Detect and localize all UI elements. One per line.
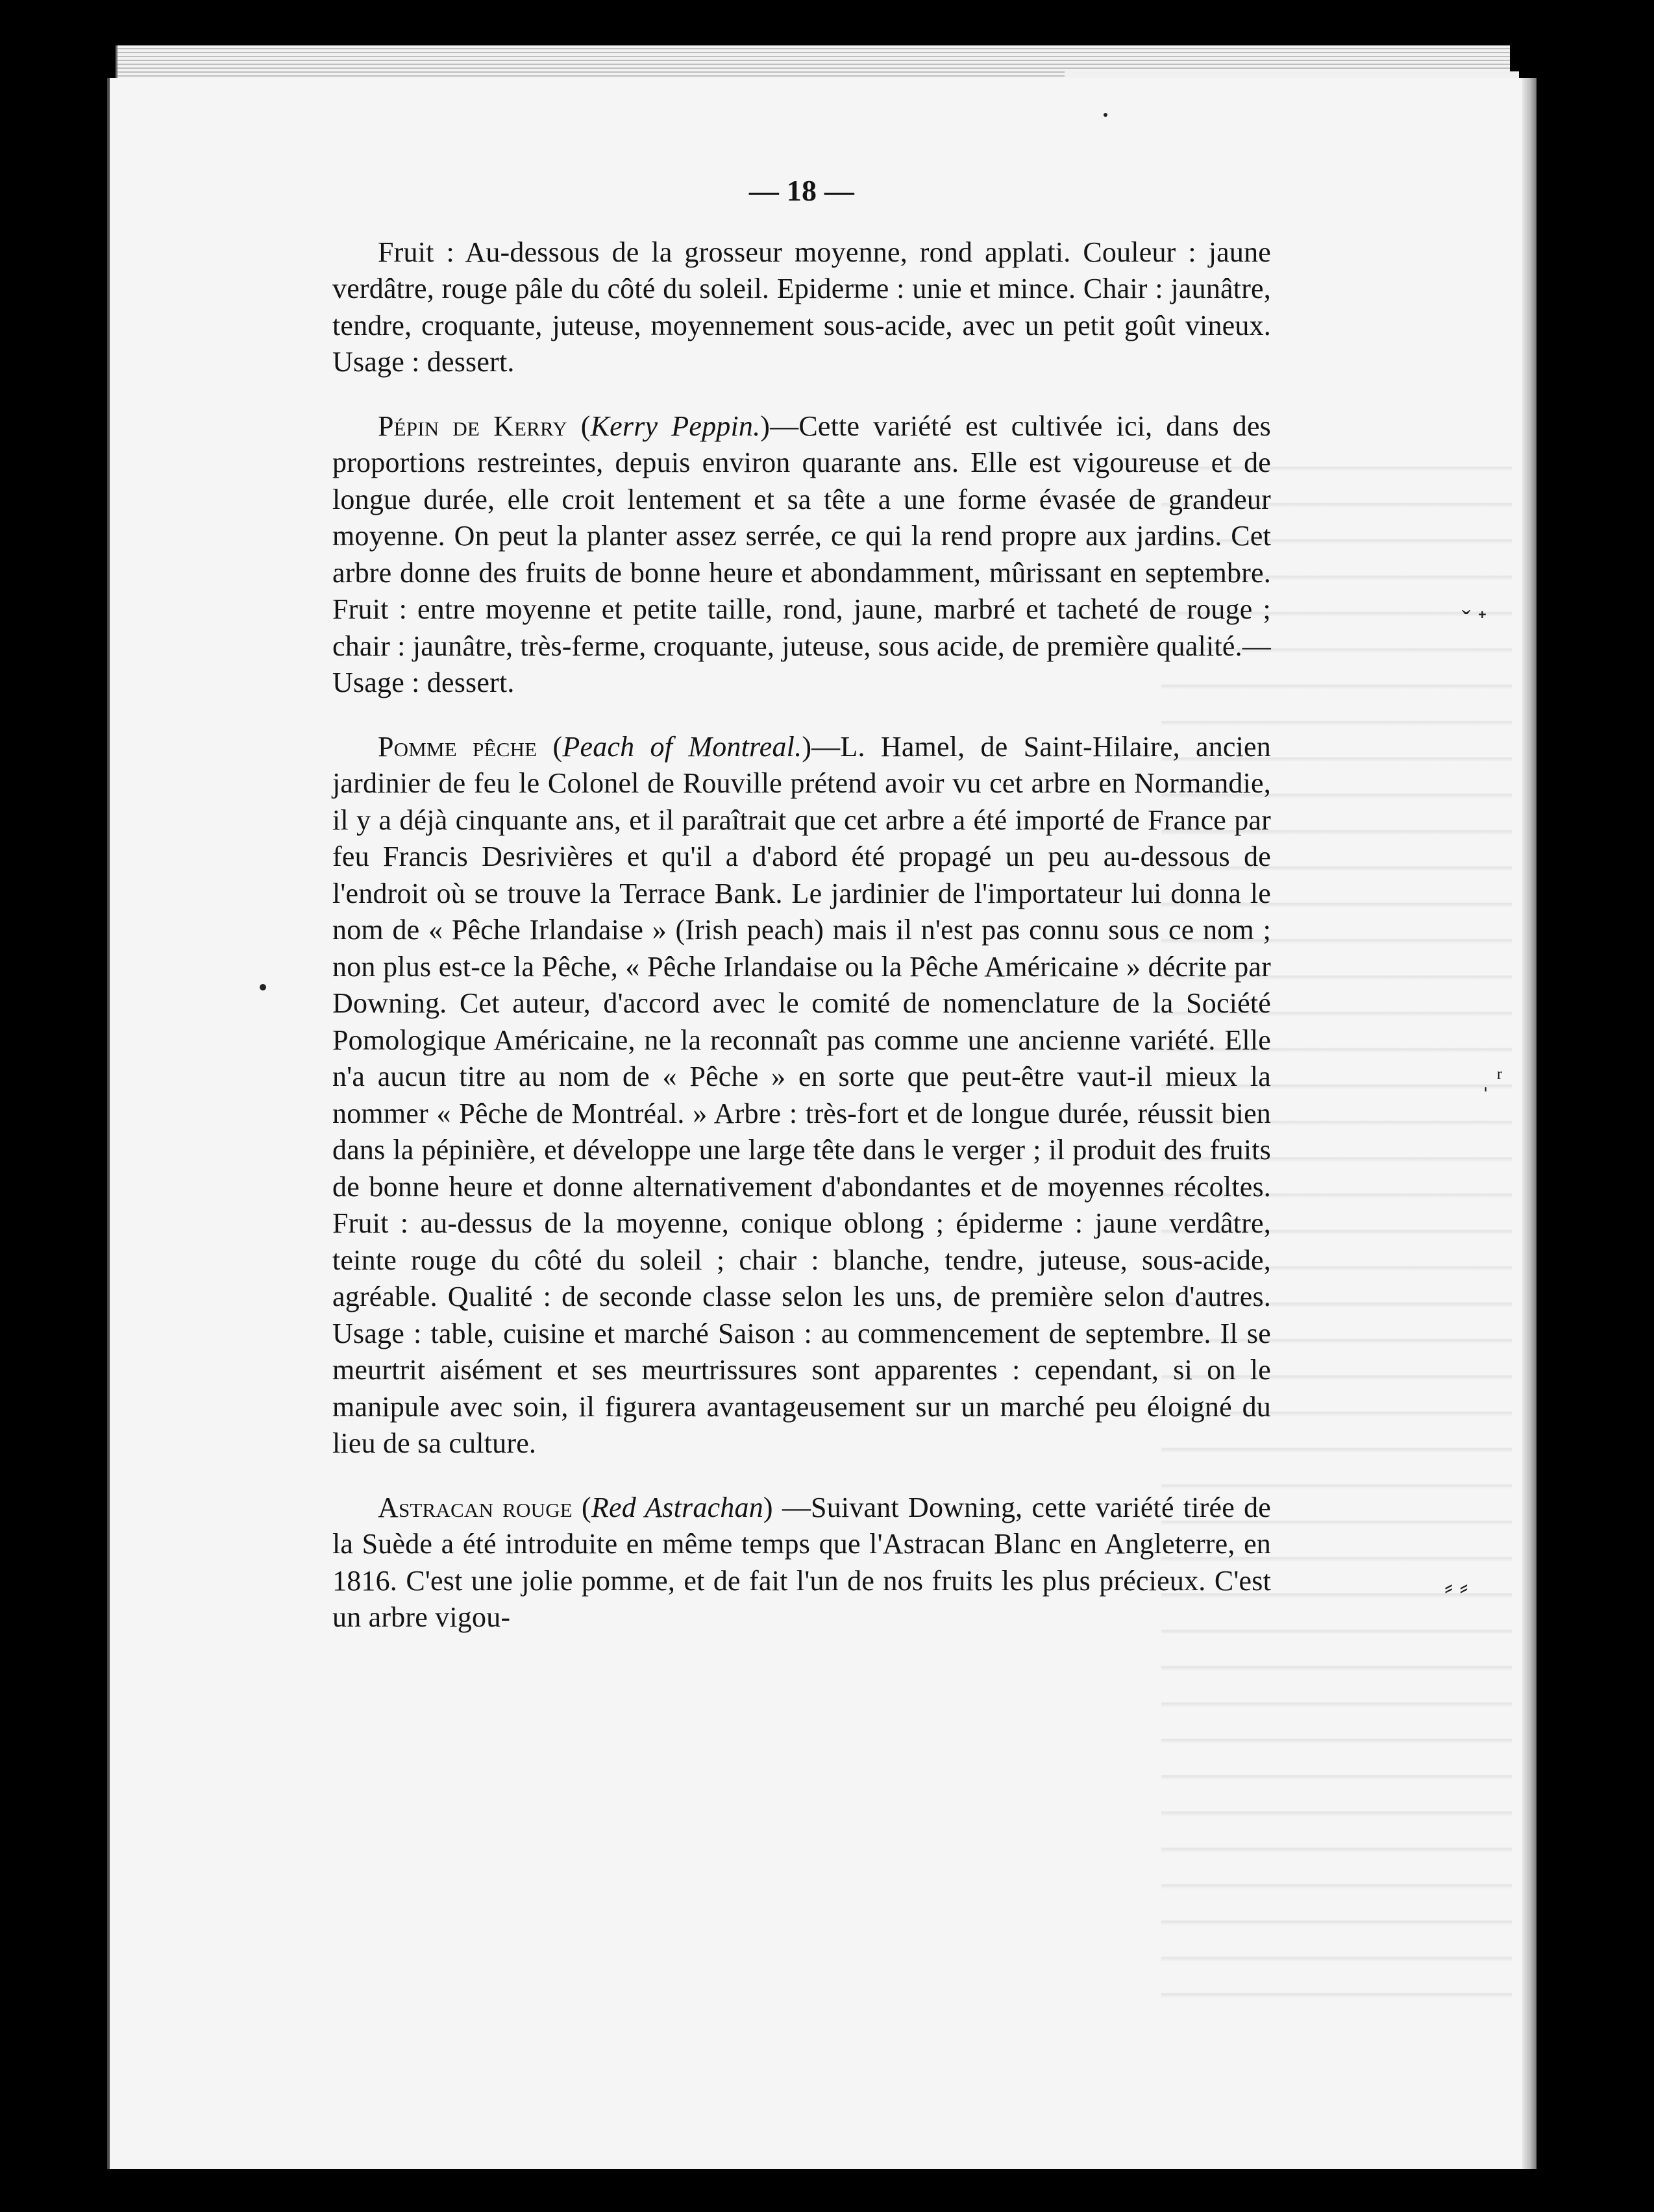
- scan-dot: [1104, 113, 1107, 117]
- paragraph-pomme-peche: [332, 729, 1271, 1462]
- paragraph-astracan-rouge: [332, 1490, 1271, 1636]
- paragraph-pepin-de-kerry: [332, 408, 1271, 702]
- paragraph-text: Fruit : Au-dessous de la grosseur moyenne, rond applati. Couleur : jaune verdâtre, rouge pâle du côté du soleil. Epiderme : unie et mince. Chair : jaunâtre, tendre, croquante, juteuse, moyennement sous-acide, avec un petit goût vineux. Usage : dessert.: [332, 236, 1271, 378]
- scan-dot: [260, 984, 266, 990]
- variety-english-name: Peach of Montreal.: [562, 730, 802, 763]
- scan-mark: ˌ ʳ: [1481, 1063, 1503, 1092]
- paragraph-text: ) —Suivant Downing, cette variété tirée de la Suède a été introduite en même temps que l'Astracan Blanc en Angleterre, en 1816. C'est une jolie pomme, et de fait l'un de nos fruits les plus précieux. C'est un arbre vigou-: [332, 1491, 1271, 1633]
- paragraph-text: )—L. Hamel, de Saint-Hilaire, ancien jardinier de feu le Colonel de Rouville prétend avoir vu cet arbre en Normandie, il y a déjà cinquante ans, et il paraîtrait que cet arbre a été importé de France par feu Francis Desrivières et qu'il a d'abord été propagé un peu au-dessous de l'endroit où se trouve la Terrace Bank. Le jardinier de l'importateur lui donna le nom de « Pêche Irlandaise » (Irish peach) mais il n'est pas connu sous ce nom ; non plus est-ce la Pêche, « Pêche Irlandaise ou la Pêche Américaine » décrite par Downing. Cet auteur, d'accord avec le comité de nomenclature de la Société Pomologique Américaine, ne la reconnaît pas comme une ancienne variété. Elle n'a aucun titre au nom de « Pêche » en sorte que peut-être vaut-il mieux la nommer « Pêche de Montréal. » Arbre : très-fort et de longue durée, réussit bien dans la pépinière, et développe une large tête dans le verger ; il produit des fruits de bonne heure et donne alternativement d'abondantes et de moyennes récoltes. Fruit : au-dessus de la moyenne, conique oblong ; épiderme : jaune verdâtre, teinte rouge du côté du soleil ; chair : blanche, tendre, juteuse, sous-acide, agréable. Qualité : de seconde classe selon les uns, de première selon d'autres. Usage : table, cuisine et marché Saison : au commencement de septembre. Il se meurtrit aisément et ses meurtrissures sont apparentes : cependant, si on le manipule avec soin, il figurera avantageusement sur un marché peu éloigné du lieu de sa culture.: [332, 730, 1271, 1459]
- variety-heading: Pépin de Kerry (: [378, 410, 591, 442]
- paragraph-text: )—Cette variété est cultivée ici, dans des proportions restreintes, depuis environ quarante ans. Elle est vigoureuse et de longue durée, elle croit lentement et sa tête a une forme évasée de grandeur moyenne. On peut la planter assez serrée, ce qui la rend propre aux jardins. Cet arbre donne des fruits de bonne heure et abondamment, mûrissant en septembre. Fruit : entre moyenne et petite taille, rond, jaune, marbré et tacheté de rouge ; chair : jaunâtre, très-ferme, croquante, juteuse, sous acide, de première qualité.—Usage : dessert.: [332, 410, 1271, 698]
- spine-shadow: [1522, 78, 1537, 2169]
- scan-mark: ⸗ ⸗: [1444, 1572, 1468, 1601]
- page-text-block: [332, 173, 1271, 1636]
- paragraph-fruit-description: [332, 234, 1271, 381]
- variety-heading: Astracan rouge (: [378, 1491, 591, 1523]
- variety-heading: Pomme pêche (: [378, 730, 563, 763]
- variety-english-name: Kerry Peppin.: [590, 410, 761, 442]
- scan-mark: ˇ ᐩ: [1462, 605, 1487, 634]
- variety-english-name: Red Astrachan: [591, 1491, 763, 1523]
- page-number: — 18 —: [748, 174, 855, 207]
